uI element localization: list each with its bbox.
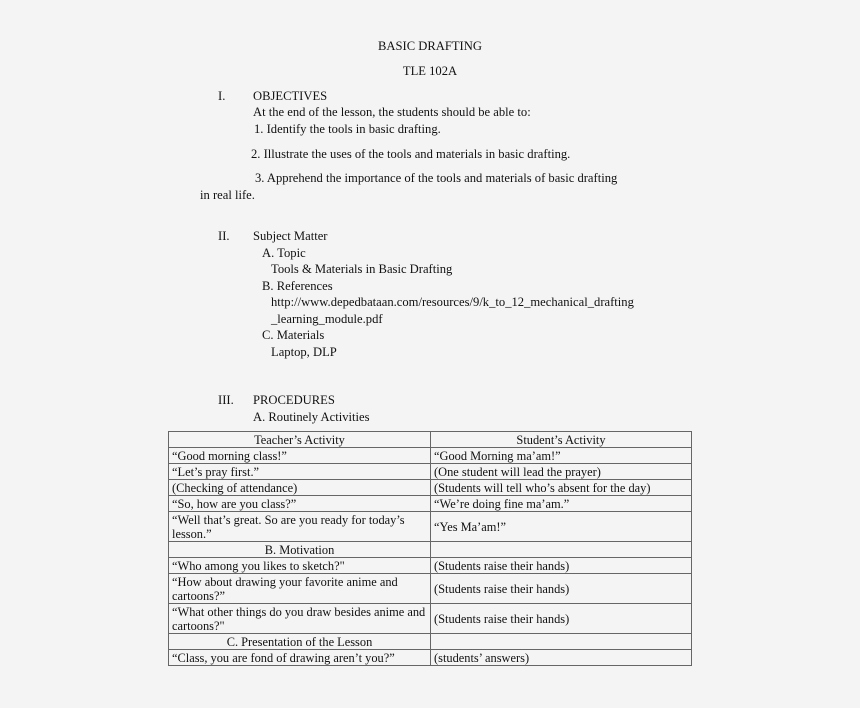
- presentation-subheading: C. Presentation of the Lesson: [169, 634, 431, 650]
- objectives-intro: At the end of the lesson, the students should be able to:: [253, 105, 531, 119]
- objective-item-1: 1. Identify the tools in basic drafting.: [254, 122, 441, 136]
- table-row: [169, 464, 692, 480]
- section-numeral-2: II.: [218, 229, 230, 243]
- objective-item-2: 2. Illustrate the uses of the tools and materials in basic drafting.: [251, 147, 571, 161]
- course-code: TLE 102A: [402, 64, 458, 78]
- table-row: [169, 496, 692, 512]
- references-label: B. References: [262, 279, 333, 293]
- table-row: [169, 480, 692, 496]
- header-teacher-activity: Teacher’s Activity: [169, 432, 431, 448]
- student-cell: (Students raise their hands): [431, 604, 692, 634]
- table-subheading-row: [169, 542, 692, 558]
- teacher-cell: “Class, you are fond of drawing aren’t you?”: [169, 650, 431, 666]
- section-numeral-1: I.: [218, 89, 226, 103]
- student-cell: “Good Morning ma’am!”: [431, 448, 692, 464]
- routinely-activities-label: A. Routinely Activities: [253, 410, 370, 424]
- objective-item-3-continuation: in real life.: [200, 188, 255, 202]
- objective-item-3: 3. Apprehend the importance of the tools and materials of basic drafting: [255, 171, 618, 185]
- student-cell-empty: [431, 542, 692, 558]
- student-cell: (Students will tell who’s absent for the day): [431, 480, 692, 496]
- table-header-row: [169, 432, 692, 448]
- activities-table: [168, 431, 692, 666]
- table-row: [169, 512, 692, 542]
- references-url-line1: http://www.depedbataan.com/resources/9/k_to_12_mechanical_drafting: [271, 295, 634, 309]
- document-title: BASIC DRAFTING: [378, 39, 482, 53]
- section-numeral-3: III.: [218, 393, 234, 407]
- teacher-cell: (Checking of attendance): [169, 480, 431, 496]
- materials-value: Laptop, DLP: [271, 345, 337, 359]
- motivation-subheading: B. Motivation: [169, 542, 431, 558]
- teacher-cell: “How about drawing your favorite anime and cartoons?”: [169, 574, 431, 604]
- student-cell: (students’ answers): [431, 650, 692, 666]
- table-row: [169, 604, 692, 634]
- student-cell: (Students raise their hands): [431, 574, 692, 604]
- student-cell: “We’re doing fine ma’am.”: [431, 496, 692, 512]
- student-cell: (One student will lead the prayer): [431, 464, 692, 480]
- student-cell: “Yes Ma’am!”: [431, 512, 692, 542]
- teacher-cell: “Who among you likes to sketch?": [169, 558, 431, 574]
- header-student-activity: Student’s Activity: [431, 432, 692, 448]
- table-subheading-row: [169, 634, 692, 650]
- table-row: [169, 558, 692, 574]
- objectives-heading: OBJECTIVES: [253, 89, 328, 103]
- references-url-line2: _learning_module.pdf: [271, 312, 383, 326]
- table-row: [169, 448, 692, 464]
- student-cell-empty: [431, 634, 692, 650]
- topic-label: A. Topic: [262, 246, 306, 260]
- procedures-heading: PROCEDURES: [253, 393, 335, 407]
- topic-value: Tools & Materials in Basic Drafting: [271, 262, 453, 276]
- table-row: [169, 650, 692, 666]
- teacher-cell: “So, how are you class?”: [169, 496, 431, 512]
- teacher-cell: “What other things do you draw besides anime and cartoons?": [169, 604, 431, 634]
- materials-label: C. Materials: [262, 328, 325, 342]
- student-cell: (Students raise their hands): [431, 558, 692, 574]
- teacher-cell: “Good morning class!”: [169, 448, 431, 464]
- teacher-cell: “Well that’s great. So are you ready for today’s lesson.”: [169, 512, 431, 542]
- teacher-cell: “Let’s pray first.”: [169, 464, 431, 480]
- subject-matter-heading: Subject Matter: [253, 229, 328, 243]
- table-row: [169, 574, 692, 604]
